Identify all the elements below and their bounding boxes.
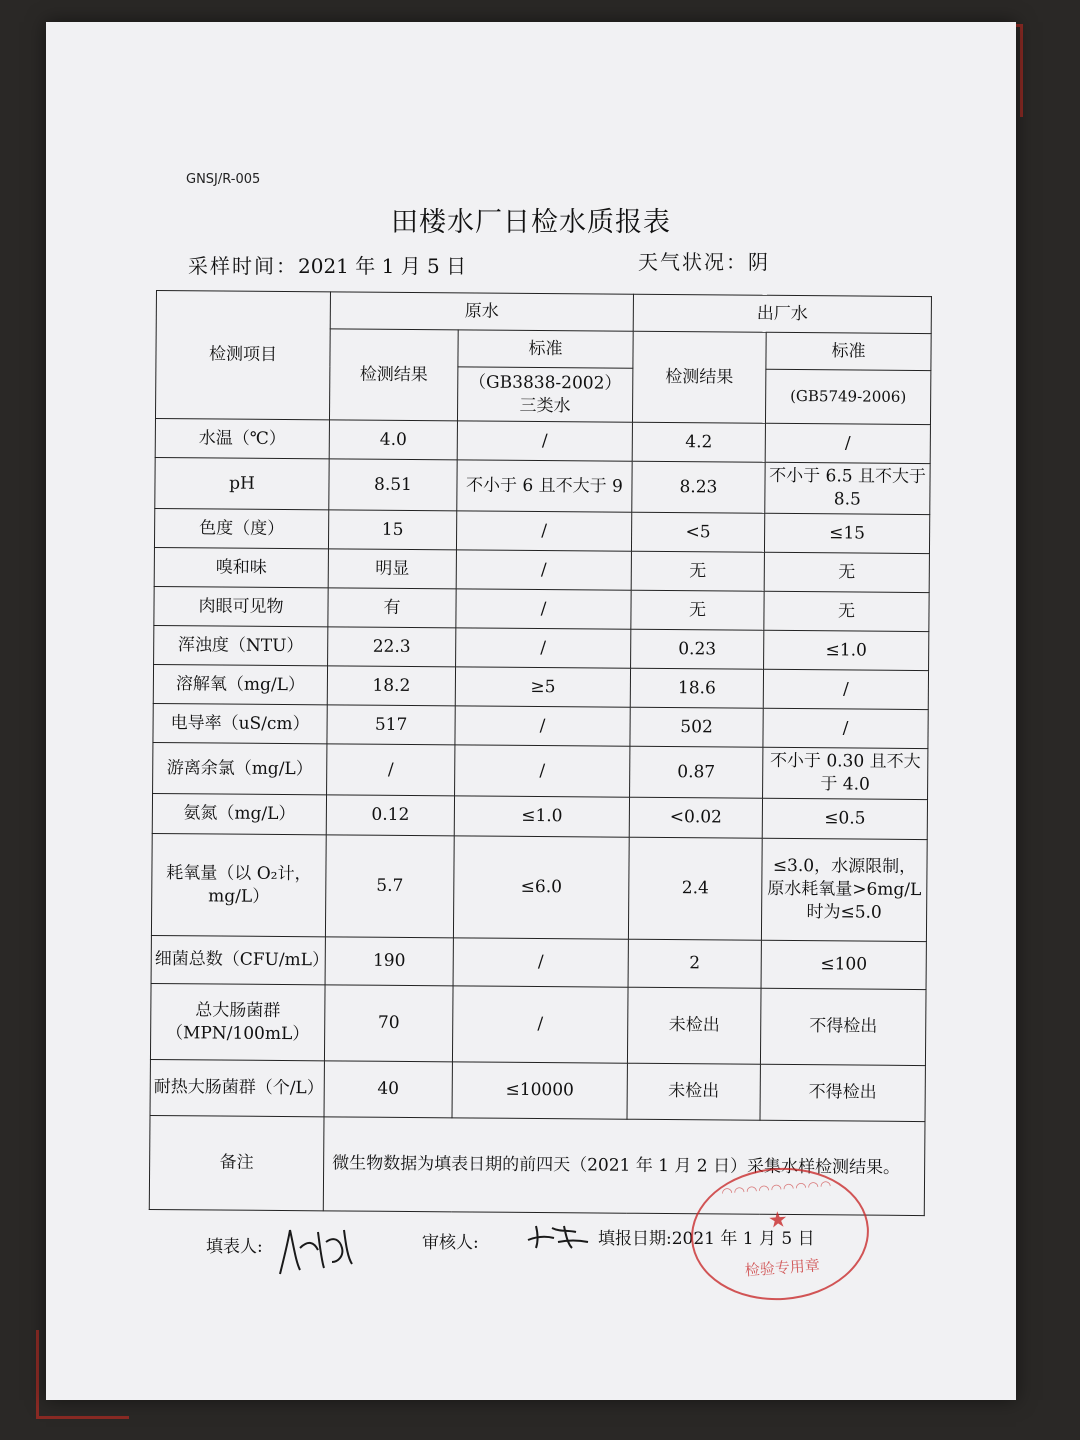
remark-label: 备注 <box>149 1115 324 1210</box>
out-standard-cell: / <box>763 669 928 709</box>
item-cell: 嗅和味 <box>154 547 328 587</box>
raw-standard-code: （GB3838-2002） <box>469 372 622 394</box>
weather <box>638 246 768 275</box>
table-row <box>154 547 929 592</box>
out-result-cell: <0.02 <box>629 797 762 838</box>
sampling-time-value: 2021 年 1 月 5 日 <box>298 254 467 278</box>
water-quality-table <box>149 290 932 1216</box>
header-raw-standard-code <box>457 367 632 422</box>
raw-standard-cell: ≤6.0 <box>453 836 629 939</box>
raw-result-cell: 18.2 <box>327 666 455 706</box>
raw-standard-cell: / <box>456 511 631 551</box>
header-item: 检测项目 <box>155 291 330 420</box>
item-cell: 浑浊度（NTU） <box>154 625 328 665</box>
item-cell: 游离余氯（mg/L） <box>153 742 327 794</box>
raw-standard-cell: / <box>453 938 628 987</box>
seal-text: 检验专用章 <box>744 1256 821 1280</box>
item-cell: 细菌总数（CFU/mL） <box>151 935 325 984</box>
raw-result-cell: 4.0 <box>329 420 457 460</box>
raw-result-cell: 40 <box>324 1061 452 1118</box>
table-row <box>154 508 929 553</box>
out-result-cell: <5 <box>631 512 764 552</box>
out-result-cell: 0.23 <box>631 629 764 669</box>
item-cell: 氨氮（mg/L） <box>152 793 326 834</box>
item-cell: 耗氧量（以 O₂计，mg/L） <box>151 833 326 936</box>
raw-standard-cell: / <box>455 706 630 746</box>
header-outlet-water: 出厂水 <box>633 294 931 333</box>
out-standard-cell: ≤3.0，水源限制，原水耗氧量>6mg/L 时为≤5.0 <box>761 838 927 941</box>
out-result-cell: 未检出 <box>627 987 761 1064</box>
weather-label: 天气状况： <box>638 250 748 274</box>
out-result-cell: 8.23 <box>632 461 765 513</box>
raw-standard-cell: / <box>452 986 628 1063</box>
table-row <box>153 742 928 799</box>
out-result-cell: 2 <box>628 939 761 988</box>
out-result-cell: 无 <box>631 590 764 630</box>
out-standard-cell: ≤1.0 <box>764 630 929 670</box>
raw-result-cell: 有 <box>328 588 456 628</box>
report-title: 田楼水厂日检水质报表 <box>391 207 671 238</box>
out-result-cell: 18.6 <box>630 668 763 708</box>
table-row <box>151 935 926 989</box>
seal-star-icon: ★ <box>767 1207 789 1234</box>
raw-result-cell: 15 <box>328 510 456 550</box>
out-result-cell: 0.87 <box>630 746 763 798</box>
item-cell: 电导率（uS/cm） <box>153 703 327 743</box>
raw-standard-cell: / <box>457 421 632 461</box>
raw-result-cell: 0.12 <box>326 795 454 836</box>
report-sheet <box>46 22 1016 1400</box>
out-standard-cell: ≤0.5 <box>762 798 927 839</box>
raw-standard-cell: / <box>456 628 631 668</box>
reviewer-label: 审核人: <box>422 1233 479 1253</box>
out-standard-cell: 不小于 0.30 且不大于 4.0 <box>763 747 928 799</box>
raw-result-cell: 明显 <box>328 549 456 589</box>
out-standard-cell: 不得检出 <box>760 1064 925 1121</box>
raw-result-cell: 22.3 <box>328 627 456 667</box>
raw-standard-cell: / <box>455 745 630 797</box>
remark-text: 微生物数据为填表日期的前四天（2021 年 1 月 2 日）采集水样检测结果。 <box>323 1117 925 1216</box>
out-result-cell: 502 <box>630 707 763 747</box>
table-row <box>153 703 928 748</box>
raw-standard-class: 三类水 <box>519 395 571 416</box>
table-row <box>154 625 929 670</box>
filler-signature <box>274 1218 356 1282</box>
header-raw-result: 检测结果 <box>329 329 458 421</box>
out-standard-cell: 不小于 6.5 且不大于 8.5 <box>765 462 930 514</box>
header-raw-standard: 标准 <box>458 330 633 368</box>
table-row <box>153 664 928 709</box>
raw-result-cell: 190 <box>325 937 453 986</box>
sampling-time <box>188 250 466 279</box>
fill-date-value: 2021 年 1 月 5 日 <box>671 1229 815 1249</box>
document-code: GNSJ/R-005 <box>186 172 261 187</box>
item-cell: 水温（℃） <box>155 418 329 458</box>
raw-result-cell: / <box>327 744 455 796</box>
raw-result-cell: 70 <box>324 985 453 1062</box>
table-header-row <box>156 291 931 334</box>
table-row <box>152 793 927 839</box>
seal-arc-text: ◠◠◠◠◠◠◠◠◠ <box>720 1178 833 1201</box>
header-raw-water: 原水 <box>330 292 633 331</box>
out-result-cell: 4.2 <box>632 422 765 462</box>
table-row <box>150 1059 925 1121</box>
raw-result-cell: 517 <box>327 705 455 745</box>
header-out-result: 检测结果 <box>632 331 766 423</box>
item-cell: 色度（度） <box>154 508 328 548</box>
raw-standard-cell: ≤10000 <box>452 1062 627 1119</box>
table-row <box>150 983 926 1065</box>
raw-standard-cell: ≤1.0 <box>454 796 629 837</box>
raw-standard-cell: ≥5 <box>455 667 630 707</box>
table-row <box>155 457 930 514</box>
reviewer-signature <box>524 1218 594 1252</box>
raw-standard-cell: 不小于 6 且不大于 9 <box>457 460 632 512</box>
header-out-standard-code: (GB5749-2006) <box>765 369 930 424</box>
out-standard-cell: 不得检出 <box>760 988 926 1065</box>
table-row <box>151 833 927 941</box>
item-cell: 溶解氧（mg/L） <box>153 664 327 704</box>
item-cell: 耐热大肠菌群（个/L） <box>150 1059 324 1116</box>
fill-date-label: 填报日期: <box>598 1229 672 1249</box>
raw-result-cell: 8.51 <box>329 459 457 511</box>
out-standard-cell: 无 <box>764 552 929 592</box>
out-standard-cell: ≤100 <box>761 940 926 989</box>
item-cell: 总大肠菌群（MPN/100mL） <box>150 983 325 1060</box>
out-result-cell: 无 <box>631 551 764 591</box>
sampling-time-label: 采样时间： <box>188 254 298 278</box>
out-standard-cell: 无 <box>764 591 929 631</box>
out-result-cell: 2.4 <box>628 837 762 940</box>
raw-standard-cell: / <box>456 589 631 629</box>
header-out-standard: 标准 <box>766 332 931 370</box>
out-standard-cell: / <box>763 708 928 748</box>
item-cell: pH <box>155 457 329 509</box>
item-cell: 肉眼可见物 <box>154 586 328 626</box>
raw-result-cell: 5.7 <box>325 835 454 938</box>
out-standard-cell: / <box>765 423 930 463</box>
out-result-cell: 未检出 <box>627 1063 760 1120</box>
table-row <box>155 418 930 463</box>
table-row <box>154 586 929 631</box>
weather-value: 阴 <box>748 250 768 274</box>
out-standard-cell: ≤15 <box>764 513 929 553</box>
filler-label: 填表人: <box>206 1237 263 1257</box>
raw-standard-cell: / <box>456 550 631 590</box>
